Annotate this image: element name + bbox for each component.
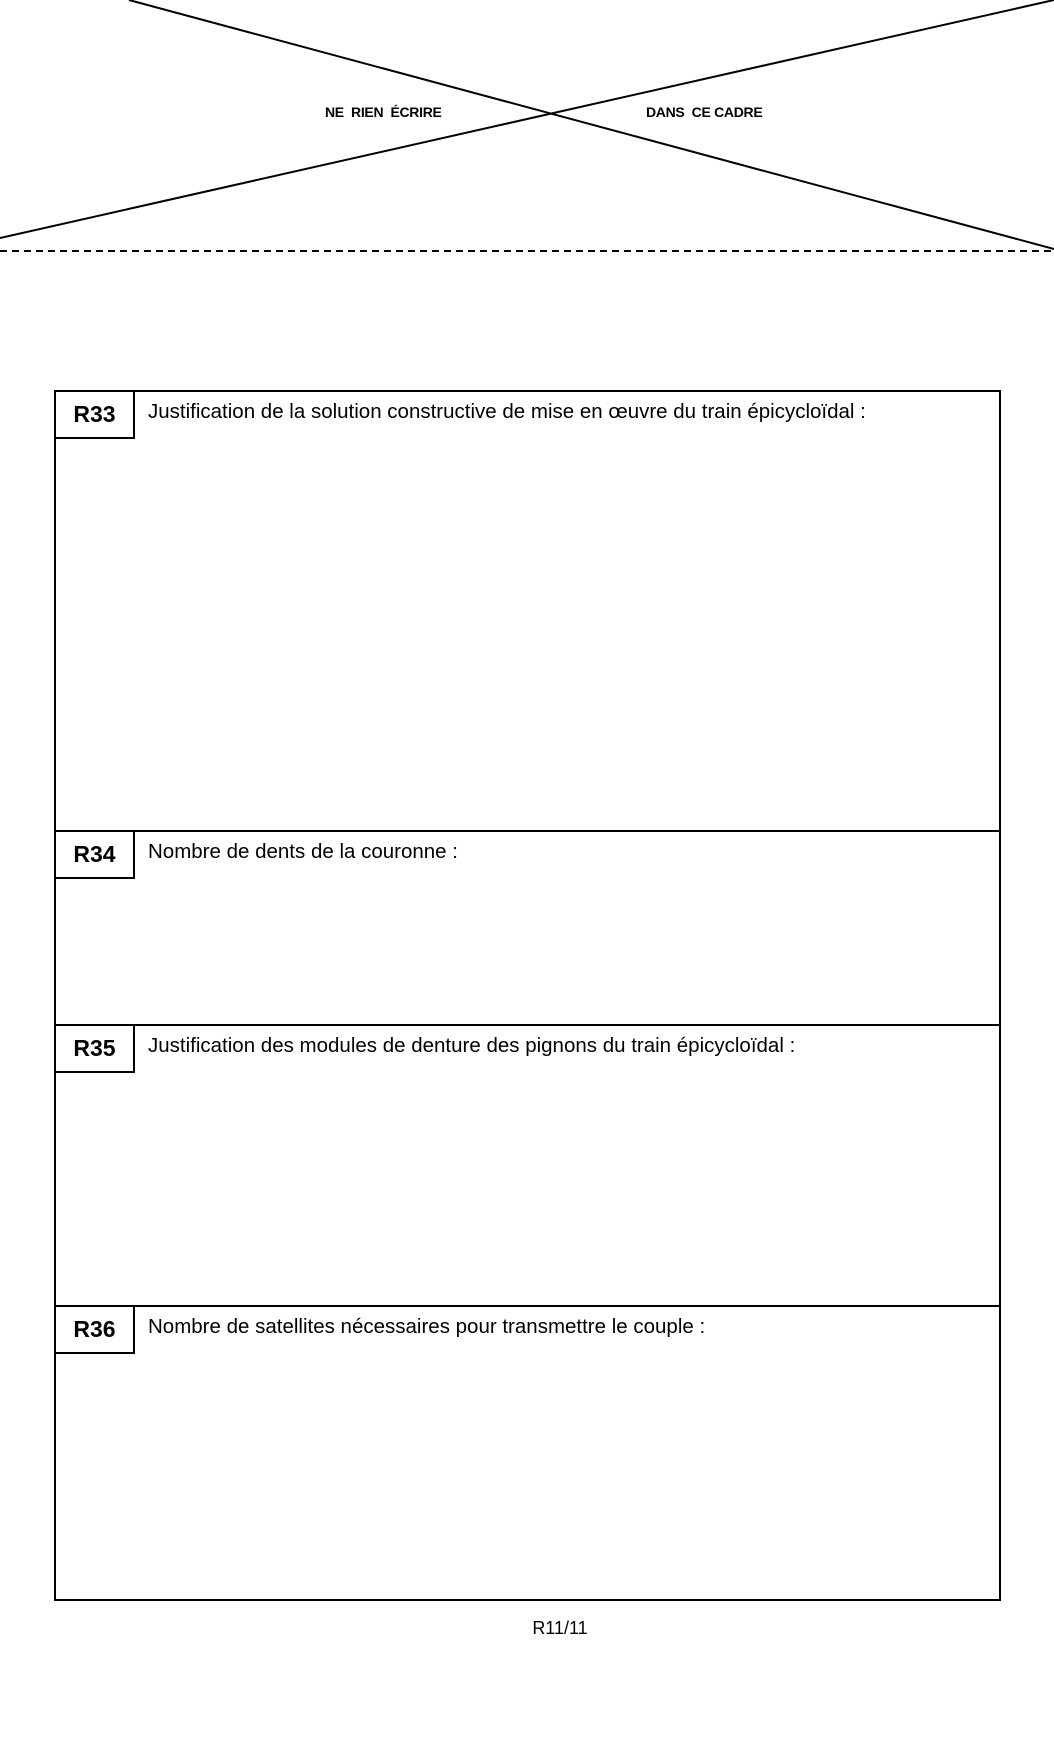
cross-line xyxy=(0,0,1054,238)
section-r33 xyxy=(56,392,999,832)
section-r36 xyxy=(56,1307,999,1599)
warning-left: NE RIEN ÉCRIRE xyxy=(325,104,442,120)
cross-line xyxy=(129,0,1054,249)
answer-frame xyxy=(54,390,1001,1601)
section-label: R35 xyxy=(56,1026,135,1073)
section-label: R33 xyxy=(56,392,135,439)
answer-area[interactable] xyxy=(56,879,999,1024)
answer-area[interactable] xyxy=(56,1073,999,1305)
section-r35 xyxy=(56,1026,999,1307)
page-number: R11/11 xyxy=(532,1618,588,1638)
section-label: R34 xyxy=(56,832,135,879)
answer-area[interactable] xyxy=(56,439,999,830)
section-prompt: Nombre de dents de la couronne : xyxy=(148,840,458,863)
section-r34 xyxy=(56,832,999,1026)
do-not-write-cross xyxy=(0,0,1054,260)
section-prompt: Justification des modules de denture des pignons du train épicycloïdal : xyxy=(148,1034,796,1057)
warning-right: DANS CE CADRE xyxy=(646,104,763,120)
section-prompt: Justification de la solution constructive de mise en œuvre du train épicycloïdal : xyxy=(148,400,866,423)
section-label: R36 xyxy=(56,1307,135,1354)
section-prompt: Nombre de satellites nécessaires pour transmettre le couple : xyxy=(148,1315,706,1338)
answer-area[interactable] xyxy=(56,1354,999,1599)
